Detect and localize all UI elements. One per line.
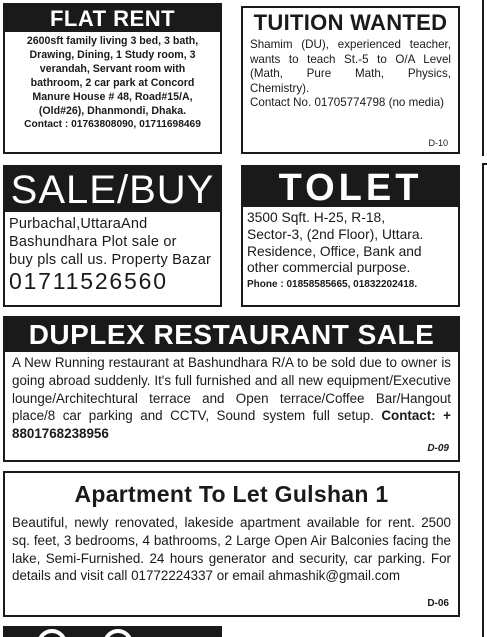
tolet-body [243,207,458,277]
sale-buy-line: Purbachal,UttaraAnd [9,216,148,232]
flat-rent-line: 2600sft family living 3 bed, 3 bath, [26,35,199,47]
flat-rent-line: Manure House # 48, Road#15/A, [32,91,193,103]
tolet-line: 3500 Sqft. H-25, R-18, [247,210,386,225]
flat-rent-line: bathroom, 2 car park at Concord [30,77,195,89]
duplex-contact: Contact: + 8801768238956 [12,408,451,442]
page-edge-rule [482,163,484,637]
tolet-line: Residence, Office, Bank and [247,243,422,259]
sale-buy-line: Bashundhara Plot sale or [9,234,177,250]
tuition-wanted-ad [241,6,460,154]
apartment-code: D-06 [427,598,449,609]
duplex-restaurant-ad [3,316,460,462]
apartment-body: Beautiful, newly renovated, lakeside apartment available for rent. 2500 sq. feet, 3 bedrooms, 4 bathrooms, 2 Large Open Air Balconies facing the lake, Semi-Furnished. 24 hours generator and security, car parking. For details and visit call 01772224337 or email ahmashik@gmail.com [12,515,451,584]
flat-rent-contact: Contact : 01763808090, 01711698469 [24,119,201,130]
tuition-code: D-10 [428,138,448,148]
tolet-phone: Phone : 01858585665, 01832202418. [247,279,418,291]
flat-rent-title: FLAT RENT [5,5,220,32]
flat-rent-line: (Old#26), Dhanmondi, Dhaka. [38,105,187,117]
apartment-ad [3,471,460,617]
tuition-contact: Contact No. 01705774798 (no media) [250,96,445,110]
duplex-code: D-09 [427,443,449,454]
tolet-line: other commercial purpose. [247,260,411,276]
flat-rent-line: verandah, Servant room with [39,63,186,75]
sale-buy-ad [3,165,222,307]
cropped-letter-shape [37,629,67,637]
tolet-ad [241,165,460,307]
sale-buy-phone: 01711526560 [9,268,168,294]
duplex-body-block [5,352,458,443]
duplex-body: A New Running restaurant at Bashundhara R/A to be sold due to owner is going abroad suddenly. It's full furnished and all new equipment/Executive lounge/Architechtural terrace and Open terrace/Coffee Bar/Hangout place/8 car parking and CCTV, Sound system full setup. [12,355,451,424]
flat-rent-line: Drawing, Dining, 1 Study room, 3 [29,49,196,61]
tuition-body: Shamim (DU), experienced teacher, wants to teach St.-5 to O/A Level (Math, Pure Math, Physics, Chemistry). [250,38,451,95]
apartment-title: Apartment To Let Gulshan 1 [74,481,389,507]
flat-rent-body [5,32,220,118]
tuition-title: TUITION WANTED [253,10,448,35]
cropped-ad-header [3,626,222,637]
cropped-letter-shape [103,629,133,637]
page-edge-rule [482,0,484,156]
sale-buy-title: SALE/BUY [5,167,220,212]
tolet-line: Sector-3, (2nd Floor), Uttara. [247,226,424,242]
tolet-title: TOLET [243,167,458,207]
sale-buy-body [5,212,220,269]
sale-buy-line: buy pls call us. Property Bazar [9,252,212,268]
duplex-title: DUPLEX RESTAURANT SALE [5,318,458,352]
flat-rent-ad [3,3,222,154]
